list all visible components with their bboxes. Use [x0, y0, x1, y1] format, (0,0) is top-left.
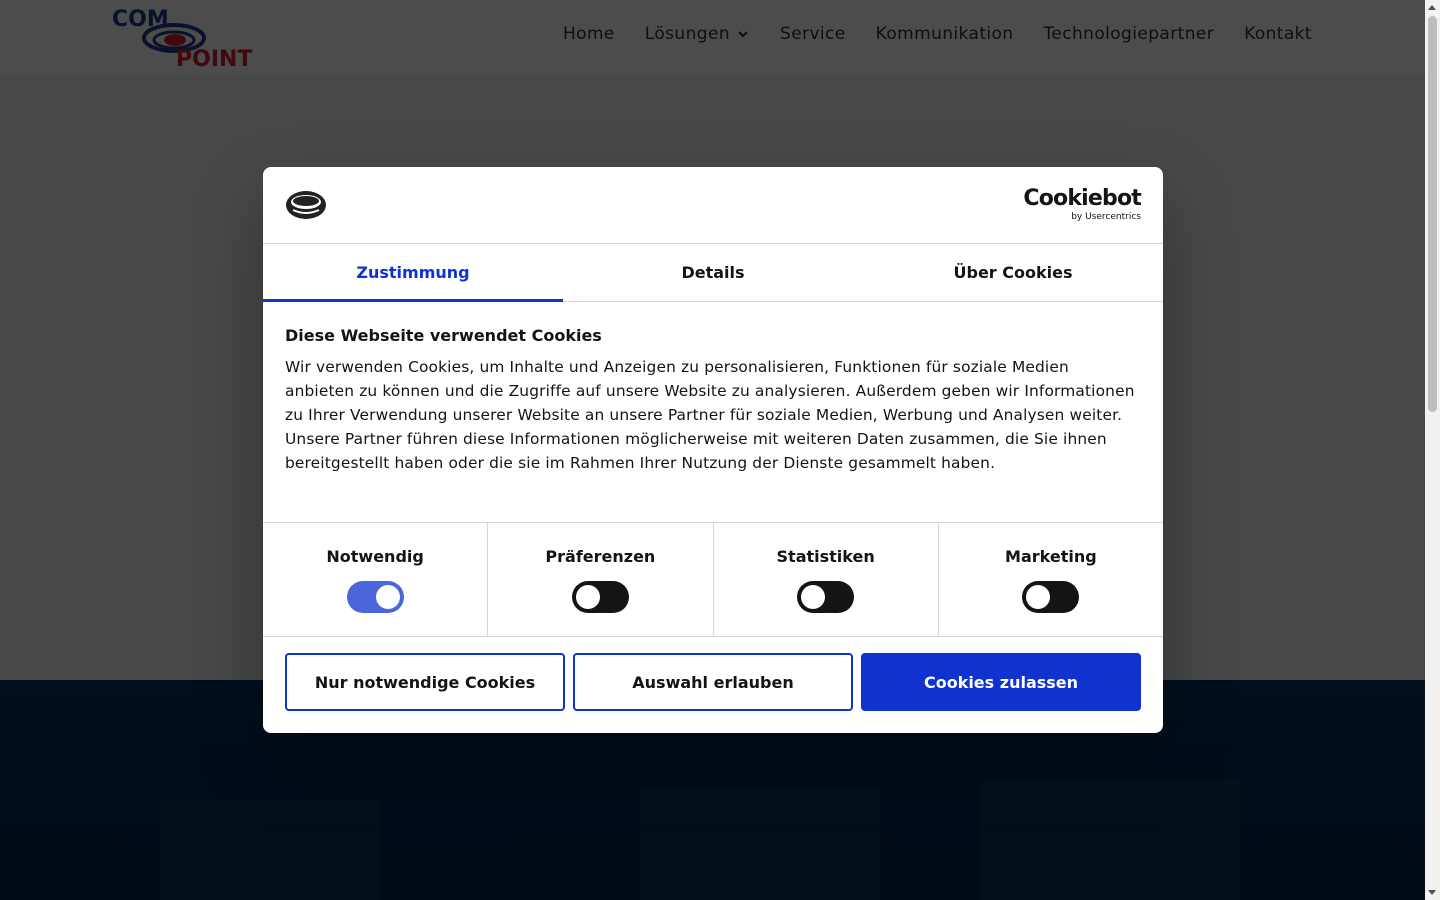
statistiken-toggle[interactable] — [797, 581, 854, 613]
cookiebot-logo[interactable] — [1023, 188, 1141, 223]
dialog-description: Wir verwenden Cookies, um Inhalte und Anzeigen zu personalisieren, Funktionen für soziale Medien anbieten zu können und die Zugriffe auf unsere Website zu analysieren. Außerdem geben wir Informationen zu Ihrer Verwendung unserer Website an unsere Partner für soziale Medien, Werbung und Analysen weiter. Unsere Partner führen diese Informationen möglicherweise mit weiteren Daten zusammen, die Sie ihnen bereitgestellt haben oder die sie im Rahmen Ihrer Nutzung der Dienste gesammelt haben. — [285, 358, 1135, 472]
allow-all-cookies-button[interactable]: Cookies zulassen — [861, 653, 1141, 711]
dialog-body — [263, 302, 1163, 523]
toggle-group-marketing — [939, 523, 1163, 636]
marketing-toggle[interactable] — [1022, 581, 1079, 613]
scrollbar-thumb[interactable] — [1428, 16, 1437, 412]
page-scrollbar[interactable] — [1425, 0, 1440, 900]
toggle-label-notwendig: Notwendig — [326, 547, 424, 566]
scroll-down-arrow-icon[interactable] — [1428, 890, 1436, 895]
dialog-header — [263, 167, 1163, 244]
toggle-knob — [576, 585, 600, 609]
tab-ueber-cookies[interactable]: Über Cookies — [953, 263, 1073, 282]
toggle-group-statistiken — [714, 523, 939, 636]
toggle-knob — [801, 585, 825, 609]
cookie-brand-icon — [285, 189, 327, 221]
notwendig-toggle[interactable] — [347, 581, 404, 613]
praeferenzen-toggle[interactable] — [572, 581, 629, 613]
dialog-title: Diese Webseite verwendet Cookies — [285, 326, 602, 345]
scroll-up-arrow-icon[interactable] — [1428, 5, 1436, 10]
cookiebot-byline: by Usercentrics — [1071, 212, 1141, 222]
necessary-only-button[interactable]: Nur notwendige Cookies — [285, 653, 565, 711]
dialog-tabs — [263, 244, 1163, 302]
toggle-label-marketing: Marketing — [1005, 547, 1097, 566]
toggle-label-statistiken: Statistiken — [776, 547, 875, 566]
dialog-actions — [263, 637, 1163, 711]
toggle-knob — [376, 585, 400, 609]
toggle-group-notwendig — [263, 523, 488, 636]
tab-details[interactable]: Details — [681, 263, 745, 282]
toggle-label-praeferenzen: Präferenzen — [545, 547, 656, 566]
allow-selection-button[interactable]: Auswahl erlauben — [573, 653, 853, 711]
cookie-category-toggles — [263, 523, 1163, 637]
toggle-knob — [1026, 585, 1050, 609]
cookie-consent-dialog — [263, 167, 1163, 733]
cookiebot-wordmark: Cookiebot — [1023, 186, 1141, 211]
tab-zustimmung[interactable]: Zustimmung — [263, 244, 563, 301]
toggle-group-praeferenzen — [488, 523, 713, 636]
